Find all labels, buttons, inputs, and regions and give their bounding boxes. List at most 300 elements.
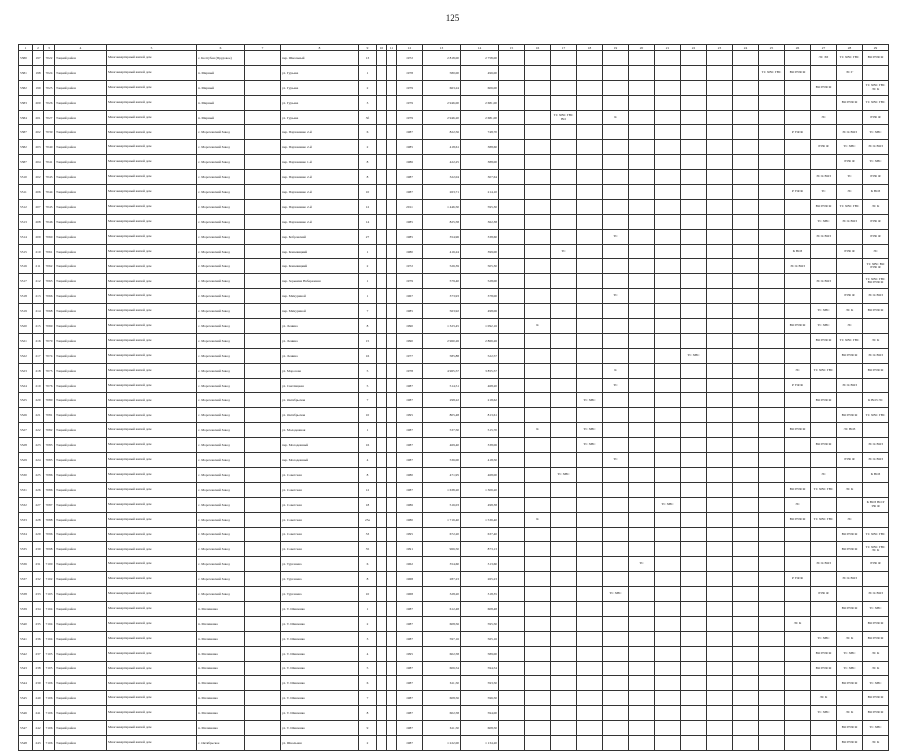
cell-id: 5537 [19, 572, 33, 587]
work-type-cell: ВО РУФ Ф [837, 408, 863, 423]
table-row [19, 363, 889, 378]
cell-district: Тоцкий район [55, 661, 107, 676]
work-type-cell [525, 65, 551, 80]
work-type-cell [499, 80, 525, 95]
cell-house: 2 [359, 616, 377, 631]
empty-cell [245, 274, 281, 289]
work-type-cell: ЭС [837, 319, 863, 334]
cell-n: 197 [33, 51, 44, 66]
cell-area1: 602,58 [423, 646, 461, 661]
cell-area1: 516,03 [423, 497, 461, 512]
work-type-cell [629, 482, 655, 497]
work-type-cell: ВО РУФ Ф [837, 601, 863, 616]
work-type-cell [681, 661, 707, 676]
work-type-cell [603, 244, 629, 259]
cell-n: 202 [33, 125, 44, 140]
work-type-cell [577, 735, 603, 750]
work-type-cell [759, 512, 785, 527]
cell-n: 228 [33, 512, 44, 527]
work-type-cell [681, 676, 707, 691]
cell-id: 5515 [19, 244, 33, 259]
column-header-cell: 24 [733, 45, 759, 51]
cell-code: 7088 [44, 512, 55, 527]
work-type-cell [525, 274, 551, 289]
work-type-cell [811, 735, 837, 750]
cell-year: 1995 [397, 646, 423, 661]
cell-area2: 2 681,00 [461, 95, 499, 110]
work-type-cell [759, 691, 785, 706]
work-type-cell [837, 616, 863, 631]
cell-district: Тоцкий район [55, 185, 107, 200]
work-type-cell [551, 378, 577, 393]
cell-district: Тоцкий район [55, 721, 107, 736]
work-type-cell [863, 512, 889, 527]
work-type-cell [733, 676, 759, 691]
work-type-cell [525, 393, 551, 408]
work-type-cell [551, 735, 577, 750]
work-type-cell [681, 125, 707, 140]
work-type-cell [525, 333, 551, 348]
work-type-cell: ТС ХВС [811, 304, 837, 319]
empty-cell [245, 706, 281, 721]
work-type-cell: РУФ Ф [863, 229, 889, 244]
cell-loc: с. Мороховский Завод [197, 378, 245, 393]
work-type-cell [785, 170, 811, 185]
empty-cell [387, 289, 397, 304]
cell-loc: с. Мороховский Завод [197, 527, 245, 542]
work-type-cell [785, 691, 811, 706]
work-type-cell [525, 95, 551, 110]
work-type-cell: ТС [551, 244, 577, 259]
work-type-cell [577, 229, 603, 244]
work-type-cell [577, 676, 603, 691]
cell-n: 236 [33, 631, 44, 646]
work-type-cell [577, 289, 603, 304]
work-type-cell [733, 289, 759, 304]
work-type-cell [733, 601, 759, 616]
work-type-cell [499, 453, 525, 468]
work-type-cell [525, 601, 551, 616]
work-type-cell [707, 229, 733, 244]
cell-type: Многоквартирный жилой дом [107, 616, 197, 631]
work-type-cell [655, 229, 681, 244]
work-type-cell [759, 646, 785, 661]
cell-n: 207 [33, 199, 44, 214]
cell-house: 8 [359, 572, 377, 587]
work-type-cell [811, 497, 837, 512]
work-type-cell: ТС ХВС [811, 631, 837, 646]
empty-cell [377, 363, 387, 378]
work-type-cell [733, 706, 759, 721]
cell-year: 1987 [397, 170, 423, 185]
work-type-cell [551, 80, 577, 95]
empty-cell [387, 110, 397, 125]
cell-area2: 515,70 [461, 423, 499, 438]
work-type-cell [629, 601, 655, 616]
work-type-cell: ЭС К [863, 333, 889, 348]
work-type-cell [629, 467, 655, 482]
empty-cell [387, 557, 397, 572]
work-type-cell [785, 274, 811, 289]
cell-area1: 1 638,20 [423, 482, 461, 497]
cell-year: 1978 [397, 65, 423, 80]
work-type-cell [733, 185, 759, 200]
work-type-cell [655, 274, 681, 289]
work-type-cell [603, 542, 629, 557]
table-row [19, 706, 889, 721]
column-header-cell: 28 [837, 45, 863, 51]
cell-code: 7105 [44, 661, 55, 676]
work-type-cell [603, 691, 629, 706]
cell-loc: п. Малиновка [197, 631, 245, 646]
cell-n: 232 [33, 572, 44, 587]
work-type-cell [681, 140, 707, 155]
work-type-cell [577, 170, 603, 185]
empty-cell [387, 348, 397, 363]
table-row [19, 125, 889, 140]
cell-area1: 2 946,00 [423, 95, 461, 110]
work-type-cell: ЭС К ВОЗ [811, 557, 837, 572]
cell-street: ул. Морозова [281, 363, 359, 378]
work-type-cell [603, 527, 629, 542]
cell-loc: с. Мороховский Завод [197, 170, 245, 185]
cell-house: 15 [359, 333, 377, 348]
work-type-cell: ВО РУФ Ф [811, 333, 837, 348]
cell-area1: 514,51 [423, 378, 461, 393]
work-type-cell [499, 423, 525, 438]
work-type-cell [499, 274, 525, 289]
empty-cell [387, 185, 397, 200]
work-type-cell [733, 572, 759, 587]
cell-area1: 526,39 [423, 259, 461, 274]
work-type-cell [499, 601, 525, 616]
cell-district: Тоцкий район [55, 453, 107, 468]
cell-street: ул. Т. Шевченко [281, 661, 359, 676]
cell-id: 5543 [19, 661, 33, 676]
work-type-cell [577, 378, 603, 393]
empty-cell [387, 333, 397, 348]
cell-house: 16 [359, 438, 377, 453]
work-type-cell [577, 333, 603, 348]
work-type-cell [499, 542, 525, 557]
cell-area1: 471,95 [423, 467, 461, 482]
work-type-cell [681, 721, 707, 736]
cell-district: Тоцкий район [55, 616, 107, 631]
cell-loc: п. Малиновка [197, 706, 245, 721]
table-row [19, 274, 889, 289]
table-row [19, 512, 889, 527]
work-type-cell [681, 557, 707, 572]
work-type-cell: ЭС К [863, 646, 889, 661]
work-type-cell [603, 706, 629, 721]
cell-house: 1 [359, 601, 377, 616]
work-type-cell [499, 348, 525, 363]
cell-house: 10 [359, 185, 377, 200]
work-type-cell [603, 601, 629, 616]
work-type-cell [733, 319, 759, 334]
cell-house: 12 [359, 199, 377, 214]
cell-year: 1980 [397, 244, 423, 259]
cell-street: ул. Т. Шевченко [281, 631, 359, 646]
empty-cell [387, 140, 397, 155]
empty-cell [387, 378, 397, 393]
cell-year: 1979 [397, 95, 423, 110]
cell-area1: 608,56 [423, 616, 461, 631]
work-type-cell [759, 348, 785, 363]
work-type-cell [655, 110, 681, 125]
work-type-cell [655, 125, 681, 140]
work-type-cell [733, 110, 759, 125]
work-type-cell [629, 735, 655, 750]
cell-type: Многоквартирный жилой дом [107, 51, 197, 66]
work-type-cell [577, 467, 603, 482]
cell-street: ул. Т. Шевченко [281, 721, 359, 736]
work-type-cell: ЭС К ВОЗ [863, 140, 889, 155]
work-type-cell [681, 229, 707, 244]
work-type-cell [707, 408, 733, 423]
cell-area2: 399,00 [461, 244, 499, 259]
work-type-cell [655, 572, 681, 587]
cell-area2: 637,40 [461, 527, 499, 542]
work-type-cell [707, 646, 733, 661]
table-row [19, 453, 889, 468]
work-type-cell [577, 244, 603, 259]
cell-type: Многоквартирный жилой дом [107, 319, 197, 334]
work-type-cell [551, 95, 577, 110]
column-header-cell: 3 [44, 45, 55, 51]
cell-loc: с. Мороховский Завод [197, 557, 245, 572]
work-type-cell [733, 51, 759, 66]
cell-district: Тоцкий район [55, 155, 107, 170]
work-type-cell [551, 348, 577, 363]
empty-cell [377, 185, 387, 200]
work-type-cell [759, 244, 785, 259]
work-type-cell [785, 80, 811, 95]
work-type-cell [655, 199, 681, 214]
work-type-cell [707, 438, 733, 453]
work-type-cell [577, 155, 603, 170]
work-type-cell [759, 80, 785, 95]
work-type-cell [525, 587, 551, 602]
work-type-cell [603, 199, 629, 214]
work-type-cell [525, 378, 551, 393]
empty-cell [377, 601, 387, 616]
work-type-cell [759, 214, 785, 229]
cell-district: Тоцкий район [55, 51, 107, 66]
cell-area1: 2 818,00 [423, 51, 461, 66]
empty-cell [387, 512, 397, 527]
work-type-cell [759, 527, 785, 542]
work-type-cell [629, 706, 655, 721]
work-type-cell [837, 363, 863, 378]
cell-n: 214 [33, 304, 44, 319]
work-type-cell [525, 497, 551, 512]
work-type-cell [759, 155, 785, 170]
cell-type: Многоквартирный жилой дом [107, 572, 197, 587]
work-type-cell [759, 259, 785, 274]
cell-id: 5512 [19, 199, 33, 214]
work-type-cell: ТС ХВС [577, 393, 603, 408]
work-type-cell: ВО РУФ Ф [863, 706, 889, 721]
table-row [19, 304, 889, 319]
cell-type: Многоквартирный жилой дом [107, 482, 197, 497]
column-header-cell: 7 [245, 45, 281, 51]
cell-house: 7 [359, 304, 377, 319]
work-type-cell [629, 512, 655, 527]
cell-type: Многоквартирный жилой дом [107, 80, 197, 95]
cell-loc: с. Мороховский Завод [197, 348, 245, 363]
work-type-cell [707, 95, 733, 110]
work-type-cell [681, 631, 707, 646]
cell-year: 1962 [397, 557, 423, 572]
empty-cell [377, 65, 387, 80]
empty-cell [245, 646, 281, 661]
cell-street: пер. Зорькина Набережная [281, 274, 359, 289]
cell-code: 7086 [44, 467, 55, 482]
work-type-cell [655, 348, 681, 363]
work-type-cell [629, 80, 655, 95]
empty-cell [245, 423, 281, 438]
cell-id: 5520 [19, 319, 33, 334]
work-type-cell [655, 721, 681, 736]
work-type-cell [603, 721, 629, 736]
cell-type: Многоквартирный жилой дом [107, 155, 197, 170]
work-type-cell: ЭС К ВОЗ [837, 125, 863, 140]
cell-type: Многоквартирный жилой дом [107, 601, 197, 616]
empty-cell [377, 423, 387, 438]
cell-street: ул. Советская [281, 527, 359, 542]
cell-house: 27 [359, 229, 377, 244]
work-type-cell: ТС [603, 378, 629, 393]
cell-type: Многоквартирный жилой дом [107, 676, 197, 691]
empty-cell [245, 497, 281, 512]
work-type-cell [551, 676, 577, 691]
empty-cell [387, 482, 397, 497]
cell-n: 213 [33, 289, 44, 304]
empty-cell [387, 438, 397, 453]
work-type-cell: К ВОЗ ЭС [863, 393, 889, 408]
cell-n: 210 [33, 244, 44, 259]
work-type-cell [681, 616, 707, 631]
empty-cell [377, 572, 387, 587]
empty-cell [245, 631, 281, 646]
work-type-cell [577, 527, 603, 542]
cell-area1: 373,93 [423, 289, 461, 304]
cell-n: 212 [33, 274, 44, 289]
cell-street: ул. Ленина [281, 348, 359, 363]
cell-year: 1990 [397, 333, 423, 348]
work-type-cell [551, 512, 577, 527]
work-type-cell [577, 661, 603, 676]
work-type-cell: ТС ХВС [811, 214, 837, 229]
cell-loc: с. Мороховский Завод [197, 229, 245, 244]
cell-area2: 318,35 [461, 587, 499, 602]
work-type-cell: ТС ХВС [603, 587, 629, 602]
cell-district: Тоцкий район [55, 65, 107, 80]
cell-loc: с. Мороховский Завод [197, 572, 245, 587]
work-type-cell [733, 453, 759, 468]
cell-area2: 522,57 [461, 348, 499, 363]
empty-cell [377, 661, 387, 676]
work-type-cell [733, 438, 759, 453]
cell-type: Многоквартирный жилой дом [107, 467, 197, 482]
cell-district: Тоцкий район [55, 527, 107, 542]
work-type-cell [499, 631, 525, 646]
cell-area2: 505,30 [461, 259, 499, 274]
cell-area2: 813,61 [461, 408, 499, 423]
cell-year: 1985 [397, 140, 423, 155]
work-type-cell [759, 363, 785, 378]
cell-house: 7 [359, 691, 377, 706]
work-type-cell [603, 616, 629, 631]
work-type-cell [655, 646, 681, 661]
work-type-cell [733, 512, 759, 527]
empty-cell [377, 304, 387, 319]
empty-cell [377, 557, 387, 572]
work-type-cell [837, 110, 863, 125]
column-header-cell: 22 [681, 45, 707, 51]
work-type-cell [551, 393, 577, 408]
work-type-cell [733, 65, 759, 80]
empty-cell [377, 408, 387, 423]
work-type-cell [811, 155, 837, 170]
work-type-cell: ЭС К [785, 616, 811, 631]
work-type-cell [577, 274, 603, 289]
cell-id: 5529 [19, 453, 33, 468]
column-header-cell: 19 [603, 45, 629, 51]
work-type-cell [499, 259, 525, 274]
empty-cell [377, 691, 387, 706]
work-type-cell [707, 333, 733, 348]
column-header-cell: 27 [811, 45, 837, 51]
cell-year: 1979 [397, 274, 423, 289]
cell-house: 8 [359, 170, 377, 185]
cell-id: 5536 [19, 557, 33, 572]
work-type-cell [629, 527, 655, 542]
work-type-cell [759, 735, 785, 750]
empty-cell [245, 95, 281, 110]
cell-type: Многоквартирный жилой дом [107, 691, 197, 706]
work-type-cell [811, 542, 837, 557]
table-row [19, 587, 889, 602]
empty-cell [377, 289, 387, 304]
empty-cell [245, 393, 281, 408]
work-type-cell [733, 393, 759, 408]
cell-street: ул. Тургенева [281, 557, 359, 572]
cell-year: 1977 [397, 348, 423, 363]
cell-area1: 672,20 [423, 527, 461, 542]
cell-year: 1985 [397, 304, 423, 319]
work-type-cell [707, 616, 733, 631]
column-header-cell: 23 [707, 45, 733, 51]
cell-area2: 388,60 [461, 140, 499, 155]
cell-district: Тоцкий район [55, 497, 107, 512]
empty-cell [245, 735, 281, 750]
work-type-cell [499, 363, 525, 378]
cell-id: 5533 [19, 512, 33, 527]
cell-n: 221 [33, 408, 44, 423]
work-type-cell [577, 319, 603, 334]
work-type-cell [759, 423, 785, 438]
work-type-cell [499, 95, 525, 110]
cell-district: Тоцкий район [55, 408, 107, 423]
cell-id: 5544 [19, 676, 33, 691]
cell-n: 220 [33, 393, 44, 408]
work-type-cell [733, 631, 759, 646]
empty-cell [377, 706, 387, 721]
work-type-cell [707, 601, 733, 616]
work-type-cell [785, 557, 811, 572]
